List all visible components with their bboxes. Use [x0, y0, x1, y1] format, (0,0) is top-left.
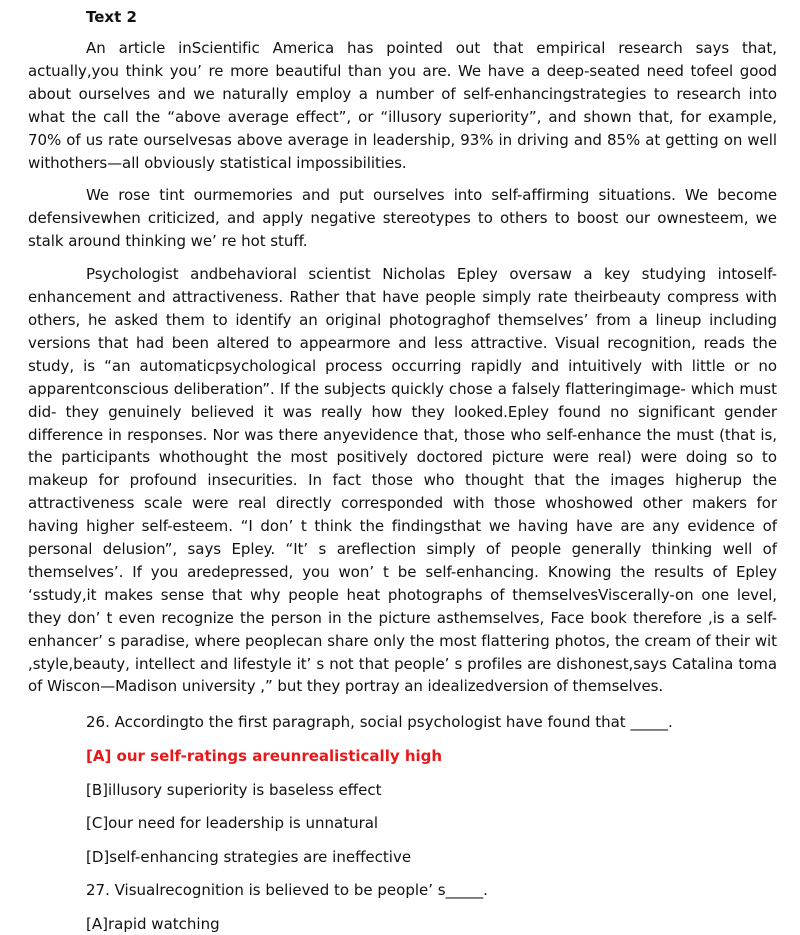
question-26-option-b: [B]illusory superiority is baseless effect: [86, 780, 382, 799]
paragraph-2: We rose tint ourmemories and put ourselves into self-affirming situations. We become defensivewhen criticized, and apply negative stereotypes to others to boost our ownesteem, we stalk around thinking we’ re hot stuff.: [28, 186, 777, 251]
question-26-option-d: [D]self-enhancing strategies are ineffective: [86, 847, 412, 866]
question-26-option-a-answer: [A] our self-ratings areunrealistically high: [86, 746, 443, 765]
document-title: Text 2: [86, 8, 137, 26]
question-27-option-a: [A]rapid watching: [86, 914, 220, 933]
question-26-stem: 26. Accordingto the first paragraph, social psychologist have found that _____.: [86, 713, 673, 732]
question-27-stem: 27. Visualrecognition is believed to be people’ s_____.: [86, 881, 488, 900]
paragraph-3: Psychologist andbehavioral scientist Nicholas Epley oversaw a key studying intoself-enhancement and attractiveness. Rather that have people simply rate theirbeauty compress with others, he asked them to identify an original photograghof themselves’ from a lineup including versions that had been altered to appearmore and less attractive. Visual recognition, reads the study, is “an automaticpsychological process occurring rapidly and intuitively with little or no apparentconscious deliberation”. If the subjects quickly chose a falsely flatteringimage- which must did- they genuinely believed it was really how they looked.Epley found no significant gender difference in responses. Nor was there anyevidence that, those who self-enhance the must (that is, the participants whothought the most positively doctored picture were real) were doing so to makeup for profound insecurities. In fact those who thought that the images higherup the attractiveness scale were real directly corresponded with those whoshowed other makers for having higher self-esteem. “I don’ t think the findingsthat we having have are any evidence of personal delusion”, says Epley. “It’ s areflection simply of people generally thinking well of themselves’. If you aredepressed, you won’ t be self-enhancing. Knowing the results of Epley ‘sstudy,it makes sense that why people heat photographs of themselvesViscerally-on one level, they don’ t even recognize the person in the picture asthemselves, Face book therefore ,is a self-enhancer’ s paradise, where peoplecan share only the most flattering photos, the cream of their wit ,style,beauty, intellect and lifestyle it’ s not that people’ s profiles are dishonest,says Catalina toma of Wiscon—Madison university ,” but they portray an idealizedversion of themselves.: [28, 265, 777, 696]
paragraph-1: An article inScientific America has pointed out that empirical research says that, actually,you think you’ re more beautiful than you are. We have a deep-seated need tofeel good about ourselves and we naturally employ a number of self-enhancingstrategies to research into what the call the “above average effect”, or “illusory superiority”, and shown that, for example, 70% of us rate ourselvesas above average in leadership, 93% in driving and 85% at getting on well withothers—all obviously statistical impossibilities.: [28, 39, 777, 172]
question-26-option-c: [C]our need for leadership is unnatural: [86, 814, 379, 833]
